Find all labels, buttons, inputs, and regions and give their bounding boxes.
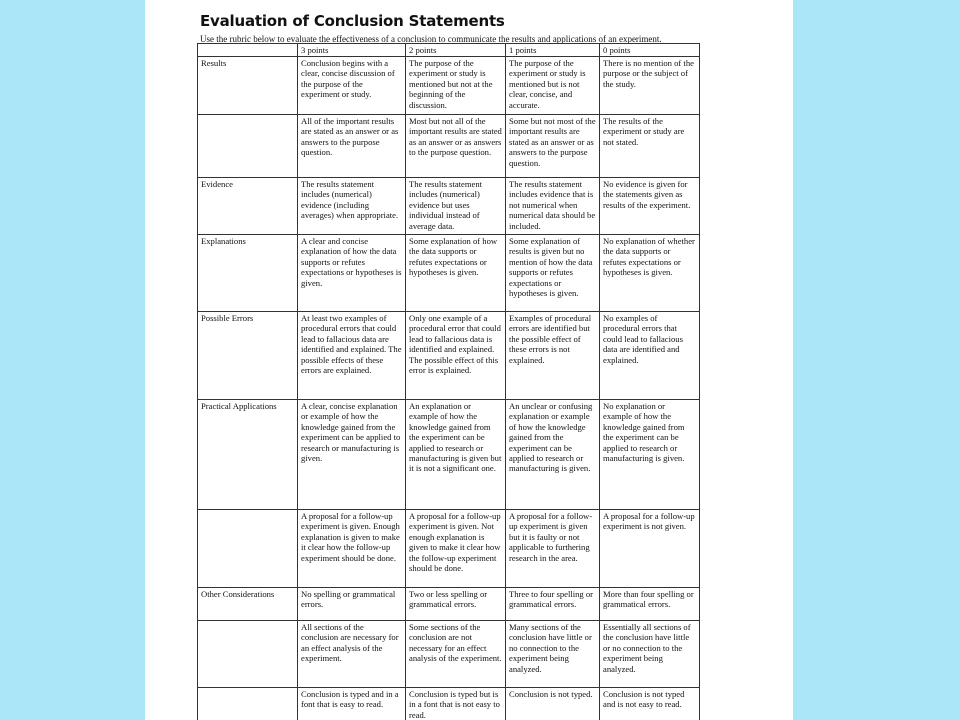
criteria-cell: A proposal for a follow-up experiment is given. Enough explanation is given to make it clear how the follow-up experiment should be done. (298, 510, 406, 588)
criteria-cell: No spelling or grammatical errors. (298, 588, 406, 621)
criteria-cell: Conclusion is not typed and is not easy to read. (600, 688, 700, 720)
table-row (198, 510, 700, 588)
criteria-cell: The results statement includes evidence that is not numerical when numerical data should be included. (506, 178, 600, 235)
rubric-table (197, 43, 700, 720)
criteria-cell: A proposal for a follow-up experiment is given but it is faulty or not applicable to furthering research in the area. (506, 510, 600, 588)
table-row (198, 115, 700, 178)
document-title: Evaluation of Conclusion Statements (200, 12, 505, 30)
table-row (198, 588, 700, 621)
criteria-cell: A proposal for a follow-up experiment is not given. (600, 510, 700, 588)
category-cell (198, 621, 298, 688)
table-row (198, 312, 700, 400)
table-row (198, 688, 700, 720)
column-header-2-points: 2 points (406, 44, 506, 57)
criteria-cell: There is no mention of the purpose or the subject of the study. (600, 57, 700, 115)
criteria-cell: No evidence is given for the statements given as results of the experiment. (600, 178, 700, 235)
criteria-cell: A clear, concise explanation or example of how the knowledge gained from the experiment can be applied to research or manufacturing is given. (298, 400, 406, 510)
category-cell (198, 510, 298, 588)
criteria-cell: No explanation or example of how the knowledge gained from the experiment can be applied to research or manufacturing is given. (600, 400, 700, 510)
criteria-cell: More than four spelling or grammatical errors. (600, 588, 700, 621)
criteria-cell: A clear and concise explanation of how the data supports or refutes expectations or hypotheses is given. (298, 235, 406, 312)
column-header-3-points: 3 points (298, 44, 406, 57)
category-cell: Possible Errors (198, 312, 298, 400)
criteria-cell: The results statement includes (numerical) evidence but uses individual instead of average data. (406, 178, 506, 235)
criteria-cell: Some but not most of the important results are stated as an answer or as answers to the purpose question. (506, 115, 600, 178)
criteria-cell: A proposal for a follow-up experiment is given. Not enough explanation is given to make it clear how the follow-up experiment should be done. (406, 510, 506, 588)
criteria-cell: The results statement includes (numerical) evidence (including averages) when appropriate. (298, 178, 406, 235)
criteria-cell: No explanation of whether the data supports or refutes expectations or hypotheses is given. (600, 235, 700, 312)
criteria-cell: Conclusion is not typed. (506, 688, 600, 720)
criteria-cell: Some explanation of results is given but no mention of how the data supports or refutes expectations or hypotheses is given. (506, 235, 600, 312)
criteria-cell: Many sections of the conclusion have little or no connection to the experiment being analyzed. (506, 621, 600, 688)
table-row (198, 235, 700, 312)
criteria-cell: An unclear or confusing explanation or example of how the knowledge gained from the experiment can be applied to research or manufacturing is given. (506, 400, 600, 510)
criteria-cell: Some sections of the conclusion are not necessary for an effect analysis of the experiment. (406, 621, 506, 688)
category-cell: Evidence (198, 178, 298, 235)
right-side-band (793, 0, 960, 720)
criteria-cell: Essentially all sections of the conclusion have little or no connection to the experiment being analyzed. (600, 621, 700, 688)
criteria-cell: Two or less spelling or grammatical errors. (406, 588, 506, 621)
table-row (198, 178, 700, 235)
criteria-cell: Most but not all of the important results are stated as an answer or as answers to the purpose question. (406, 115, 506, 178)
document-intro: Use the rubric below to evaluate the effectiveness of a conclusion to communicate the results and applications of an experiment. (200, 34, 662, 44)
criteria-cell: At least two examples of procedural errors that could lead to fallacious data are identified and explained. The possible effects of these errors are explained. (298, 312, 406, 400)
table-row (198, 57, 700, 115)
criteria-cell: All sections of the conclusion are necessary for an effect analysis of the experiment. (298, 621, 406, 688)
criteria-cell: The results of the experiment or study are not stated. (600, 115, 700, 178)
criteria-cell: Conclusion is typed and in a font that is easy to read. (298, 688, 406, 720)
criteria-cell: Some explanation of how the data supports or refutes expectations or hypotheses is given. (406, 235, 506, 312)
left-side-band (0, 0, 145, 720)
header-row (198, 44, 700, 57)
rubric-document (145, 0, 793, 720)
column-header-1-points: 1 points (506, 44, 600, 57)
criteria-cell: Examples of procedural errors are identified but the possible effect of these errors is not explained. (506, 312, 600, 400)
criteria-cell: An explanation or example of how the knowledge gained from the experiment can be applied to research or manufacturing is given but it is not a significant one. (406, 400, 506, 510)
criteria-cell: The purpose of the experiment or study is mentioned but not at the beginning of the discussion. (406, 57, 506, 115)
criteria-cell: All of the important results are stated as an answer or as answers to the purpose question. (298, 115, 406, 178)
category-cell (198, 688, 298, 720)
criteria-cell: Conclusion is typed but is in a font that is not easy to read. (406, 688, 506, 720)
table-row (198, 621, 700, 688)
table-row (198, 400, 700, 510)
category-cell: Other Considerations (198, 588, 298, 621)
criteria-cell: Conclusion begins with a clear, concise discussion of the purpose of the experiment or study. (298, 57, 406, 115)
criteria-cell: No examples of procedural errors that could lead to fallacious data are identified and explained. (600, 312, 700, 400)
category-cell (198, 115, 298, 178)
column-header-0-points: 0 points (600, 44, 700, 57)
category-cell: Practical Applications (198, 400, 298, 510)
criteria-cell: Three to four spelling or grammatical errors. (506, 588, 600, 621)
category-cell: Results (198, 57, 298, 115)
criteria-cell: The purpose of the experiment or study is mentioned but is not clear, concise, and accurate. (506, 57, 600, 115)
column-header-category (198, 44, 298, 57)
category-cell: Explanations (198, 235, 298, 312)
criteria-cell: Only one example of a procedural error that could lead to fallacious data is identified and explained. The possible effect of this error is explained. (406, 312, 506, 400)
